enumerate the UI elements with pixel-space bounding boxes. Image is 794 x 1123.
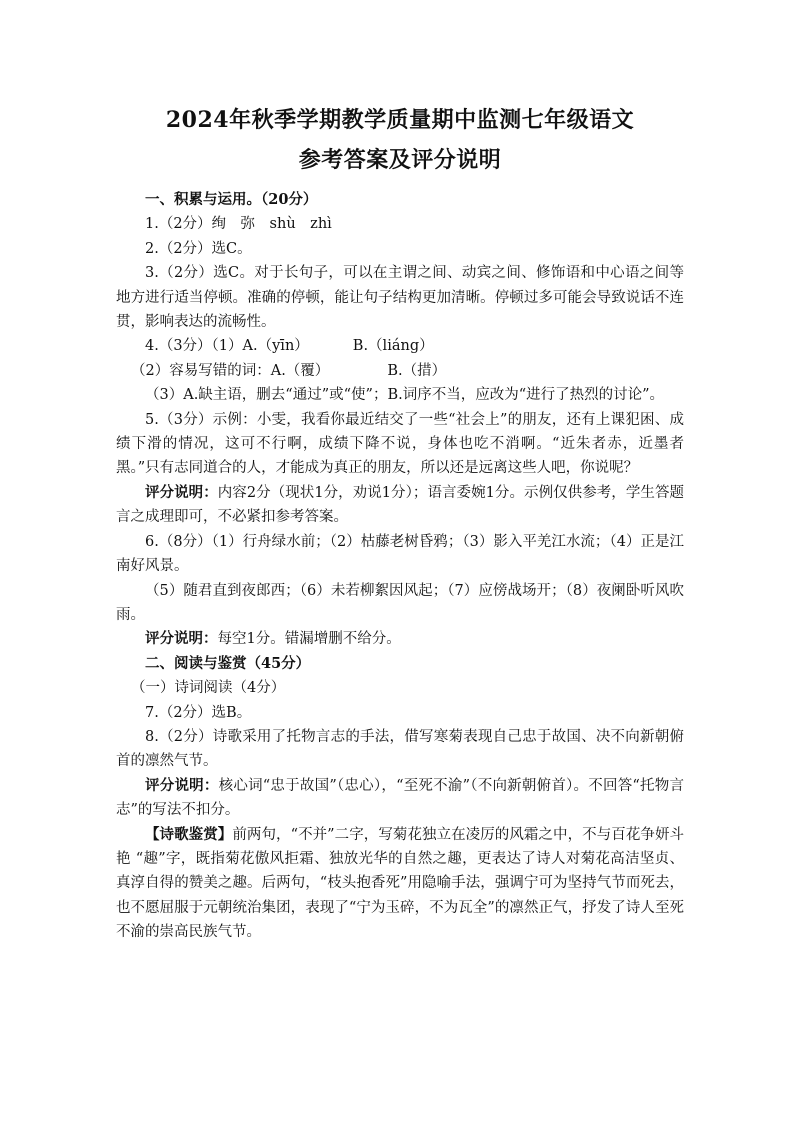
- answer-q4-2b: B.（措）: [387, 362, 447, 379]
- answer-q5: 5.（3分）示例：小雯，我看你最近结交了一些“社会上”的朋友，还有上课犯困、成绩下滑的情况，这可不行啊，成绩下降不说，身体也吃不消啊。“近朱者赤，近墨者黑。”只有志同道合的人，才能成为真正的朋友，所以还是远离这些人吧，你说呢？: [116, 411, 684, 477]
- section-heading-2: 二、阅读与鉴赏（45分）: [145, 654, 311, 672]
- document-title: 2024年秋季学期教学质量期中监测七年级语文: [165, 107, 635, 133]
- answer-q4-1b: B.（liáng）: [352, 338, 434, 355]
- answer-q4-part1: [116, 334, 684, 358]
- scoring-note-text: 每空1分。错漏增删不给分。: [217, 631, 401, 648]
- answer-q4-2a: （2）容易写错的词：A.（覆）: [131, 362, 330, 379]
- document-subtitle: 参考答案及评分说明: [298, 147, 502, 173]
- scoring-note-text: 内容2分（现状1分，劝说1分）；语言委婉1分。示例仅供参考，学生答题言之成理即可，不必紧扣参考答案。: [116, 484, 684, 526]
- subsection-heading-poetry: （一）诗词阅读（4分）: [131, 680, 286, 697]
- scoring-note-label: 评分说明：: [145, 483, 218, 501]
- answer-q1: 1.（2分）绚 弥 shù zhì: [145, 216, 332, 233]
- scoring-note-q8: [116, 774, 684, 823]
- scoring-note-q6: [116, 627, 684, 651]
- answer-q7: 7.（2分）选B。: [145, 704, 252, 721]
- appreciation-label: 【诗歌鉴赏】: [145, 825, 233, 843]
- answer-q4-part2: [116, 359, 684, 383]
- appreciation-text: 前两句，“不并”二字，写菊花独立在凌厉的风霜之中，不与百花争妍斗艳 “趣”字，既指菊花傲风拒霜、独放光华的自然之趣，更表达了诗人对菊花高洁坚贞、真淳自得的赞美之趣。后两句，“枝头抱香死”用隐喻手法，强调宁可为坚持气节而死去，也不愿屈服于元朝统治集团，表现了“宁为玉碎，不为瓦全”的凛然正气，抒发了诗人至死不渝的崇高民族气节。: [116, 826, 685, 941]
- answer-q4-part3: （3）A.缺主语，删去“通过”或“使”；B.词序不当，应改为“进行了热烈的讨论”。: [145, 387, 665, 404]
- scoring-note-q5: [116, 481, 684, 530]
- answer-q3: 3.（2分）选C。对于长句子，可以在主谓之间、动宾之间、修饰语和中心语之间等地方进行适当停顿。准确的停顿，能让句子结构更加清晰。停顿过多可能会导致说话不连贯，影响表达的流畅性。: [116, 265, 684, 331]
- scoring-note-label: 评分说明：: [145, 776, 219, 794]
- poem-appreciation: [116, 823, 684, 945]
- scoring-note-text: 核心词“忠于故国”（忠心），“至死不渝”（不向新朝俯首）。不回答“托物言志”的写法不扣分。: [116, 777, 685, 819]
- scoring-note-label: 评分说明：: [145, 630, 218, 648]
- answer-q4-1a: 4.（3分）（1）A.（yīn）: [145, 338, 309, 355]
- answer-q6-part2: （5）随君直到夜郎西；（6）未若柳絮因风起；（7）应傍战场开；（8）夜阑卧听风吹雨。: [116, 582, 684, 623]
- section-heading-1: 一、积累与运用。（20分）: [145, 191, 318, 208]
- answer-q8: 8.（2分）诗歌采用了托物言志的手法，借写寒菊表现自己忠于故国、决不向新朝俯首的凛然气节。: [116, 728, 684, 770]
- answer-q6-part1: 6.（8分）（1）行舟绿水前；（2）枯藤老树昏鸦；（3）影入平羌江水流；（4）正是江南好风景。: [116, 533, 684, 575]
- answer-q2: 2.（2分）选C。: [145, 240, 252, 257]
